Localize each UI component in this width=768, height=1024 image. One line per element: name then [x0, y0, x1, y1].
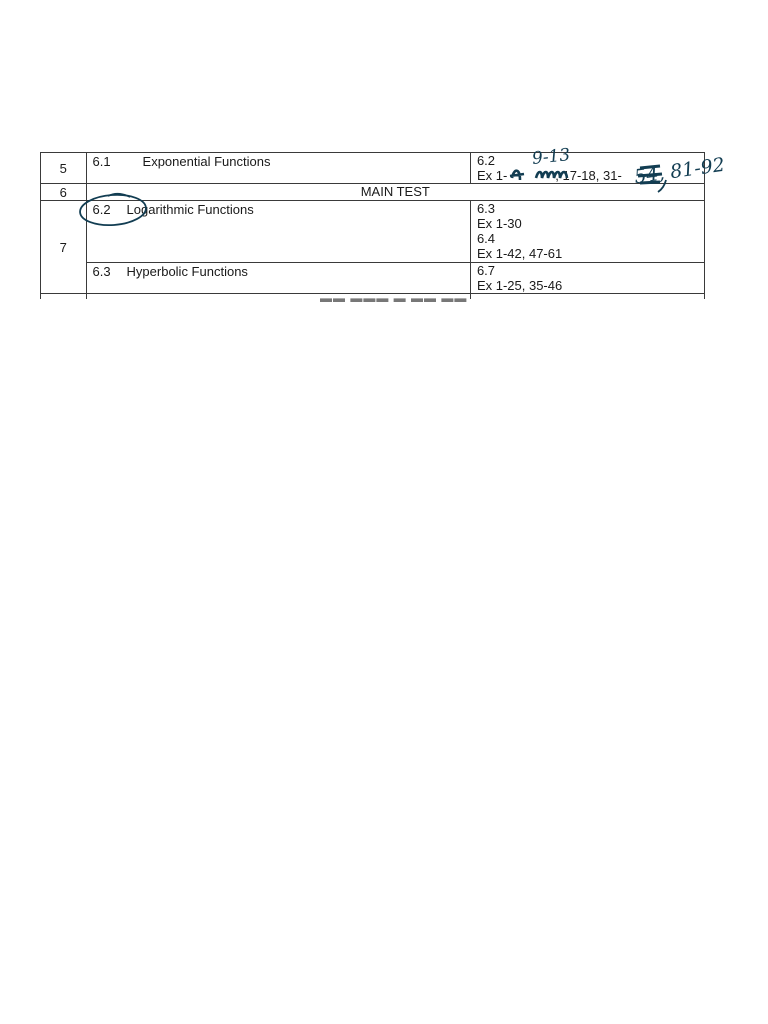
table-row	[41, 153, 705, 184]
topic-title: Logarithmic Functions	[126, 202, 254, 217]
handwritten-note-right: 54, 81-92	[632, 153, 727, 189]
table-row	[41, 201, 705, 263]
cut-off-text-fragment: ▬▬ ▬▬▬ ▬ ▬▬ ▬▬	[320, 291, 468, 305]
section-number: 6.2	[92, 202, 111, 217]
handwritten-note-upper: 9-13	[531, 145, 572, 169]
homework-section: 6.2	[476, 153, 496, 168]
topic-cell	[86, 201, 470, 263]
section-number: 6.1	[92, 154, 111, 169]
section-number: 6.3	[92, 264, 111, 279]
table-row	[41, 263, 705, 294]
homework-exercises: Ex 1-30	[476, 216, 522, 231]
table-row	[41, 184, 705, 201]
homework-exercises-start: Ex 1-	[476, 168, 508, 183]
homework-section: 6.7	[476, 263, 496, 278]
homework-cell	[470, 263, 704, 294]
week-number: 6	[41, 184, 87, 201]
homework-exercises: Ex 1-42, 47-61	[476, 246, 563, 261]
course-schedule-table	[40, 152, 705, 305]
homework-exercises: Ex 1-25, 35-46	[476, 278, 563, 293]
main-test-label: MAIN TEST	[86, 184, 704, 201]
homework-exercises-end: , 17-18, 31-	[555, 168, 622, 183]
homework-cell	[470, 201, 704, 263]
topic-title: Hyperbolic Functions	[126, 264, 248, 279]
homework-section: 6.3	[476, 201, 496, 216]
empty-cell	[470, 294, 704, 300]
topic-cell	[86, 263, 470, 294]
empty-cell	[41, 294, 87, 300]
week-number: 7	[41, 201, 87, 294]
topic-cell	[86, 153, 470, 184]
week-number: 5	[41, 153, 87, 184]
homework-section: 6.4	[476, 231, 496, 246]
topic-title: Exponential Functions	[142, 154, 271, 169]
